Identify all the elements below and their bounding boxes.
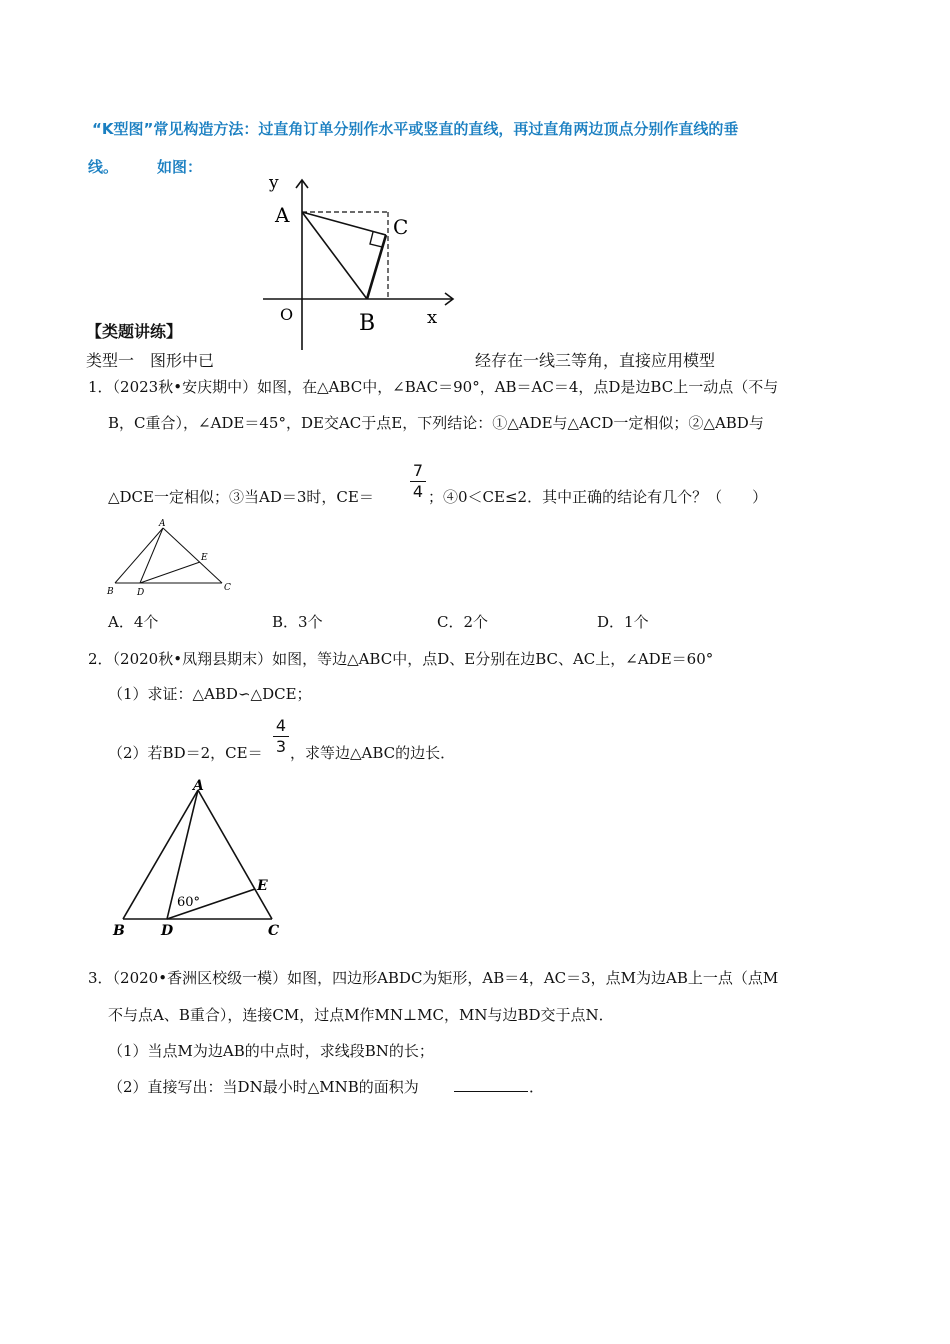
intro-see-figure: 如图：	[157, 158, 203, 176]
label-y: y	[269, 173, 279, 193]
q1-option-d[interactable]: D．1个	[597, 613, 649, 631]
q1-line-3b: ；④0＜CE≤2．其中正确的结论有几个？（ ）	[428, 488, 768, 506]
q1-option-b[interactable]: B．3个	[272, 613, 323, 631]
q1-label-c: C	[224, 583, 231, 593]
label-b: B	[359, 311, 376, 336]
q2-part-2a: （2）若BD＝2，CE＝	[108, 744, 263, 762]
q2-frac-num: 4	[275, 716, 287, 735]
q3-part-2b: ．	[529, 1078, 545, 1096]
type-heading-left: 类型一 图形中已	[86, 351, 215, 370]
q2-angle-label: 60°	[177, 895, 201, 910]
q2-part-1: （1）求证：△ABD∽△DCE；	[108, 685, 312, 703]
q3-answer-blank[interactable]	[454, 1091, 528, 1092]
q2-label-a: A	[193, 778, 204, 794]
q2-figure	[105, 774, 290, 939]
q3-part-1: （1）当点M为边AB的中点时，求线段BN的长；	[108, 1042, 434, 1060]
section-title: 【类题讲练】	[86, 322, 183, 341]
label-c: C	[393, 215, 409, 239]
segment-ab	[302, 212, 367, 299]
q1-label-b: B	[107, 587, 114, 597]
q1-label-d: D	[137, 588, 145, 598]
label-a: A	[275, 203, 290, 227]
intro-line-1: “K型图”常见构造方法：过直角订单分别作水平或竖直的直线，再过直角两边顶点分别作直线的垂	[92, 120, 739, 138]
q1-option-c[interactable]: C．2个	[437, 613, 489, 631]
q1-frac-den: 4	[412, 482, 424, 501]
q2-line-1: 2．（2020秋•凤翔县期末）如图，等边△ABC中，点D、E分别在边BC、AC上，∠ADE＝60°	[88, 650, 714, 668]
q2-label-e: E	[257, 878, 268, 894]
type-heading-right: 经存在一线三等角，直接应用模型	[475, 351, 716, 370]
label-o: O	[280, 305, 294, 324]
q2-label-d: D	[161, 923, 174, 939]
q1-option-a[interactable]: A．4个	[108, 613, 159, 631]
q1-frac-num: 7	[412, 461, 424, 480]
q1-fraction	[410, 462, 426, 501]
q1-label-e: E	[201, 553, 208, 563]
k-model-figure	[255, 170, 465, 355]
q2-part-2b: ，求等边△ABC的边长．	[290, 744, 456, 762]
q3-line-2: 不与点A、B重合），连接CM，过点M作MN⊥MC，MN与边BD交于点N．	[108, 1006, 614, 1024]
q2-fraction	[273, 717, 289, 756]
intro-line-2: 线。	[88, 158, 119, 176]
q1-line-3a: △DCE一定相似；③当AD＝3时，CE＝	[108, 488, 374, 506]
q2-label-c: C	[268, 923, 280, 939]
segment-ac	[302, 212, 386, 235]
q3-line-1: 3．（2020•香洲区校级一模）如图，四边形ABDC为矩形，AB＝4，AC＝3，点M为边AB上一点（点M	[88, 969, 779, 987]
label-x: x	[427, 307, 438, 328]
q2-frac-den: 3	[275, 737, 287, 756]
q1-line-1: 1．（2023秋•安庆期中）如图，在△ABC中，∠BAC＝90°，AB＝AC＝4，点D是边BC上一动点（不与	[88, 378, 779, 396]
q2-label-b: B	[113, 923, 125, 939]
right-angle-mark	[370, 232, 382, 247]
q3-part-2a: （2）直接写出：当DN最小时△MNB的面积为	[108, 1078, 419, 1096]
q1-line-2: B，C重合），∠ADE＝45°，DE交AC于点E，下列结论：①△ADE与△ACD一定相似；②△ABD与	[108, 414, 764, 432]
q1-label-a: A	[159, 519, 166, 529]
q1-figure	[100, 516, 240, 598]
